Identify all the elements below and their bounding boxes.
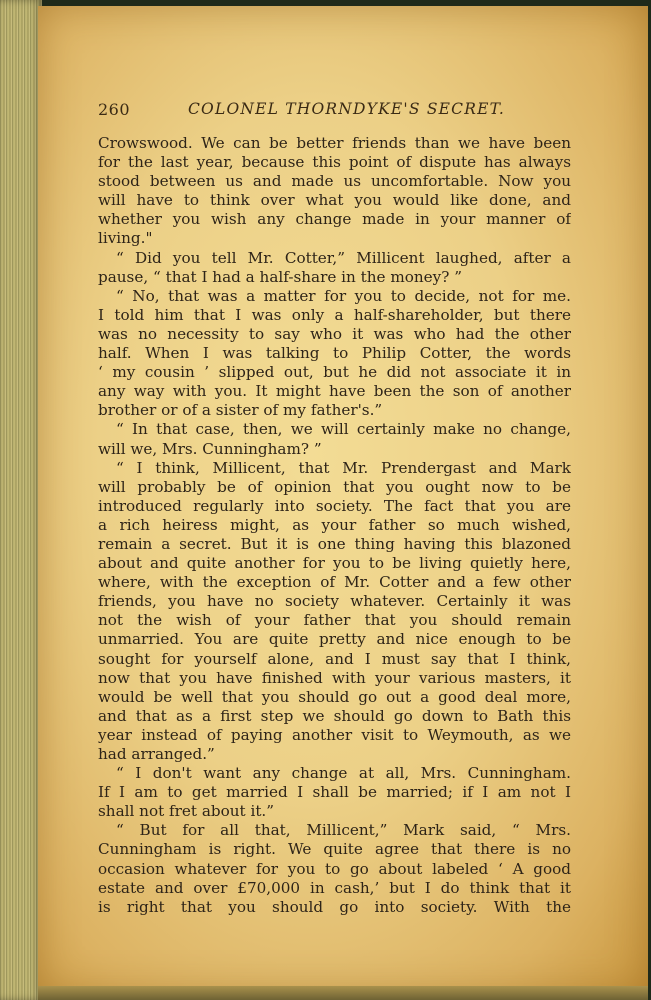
- text-line: and that as a first step we should go down to Bath this: [98, 706, 571, 725]
- text-line: “ I think, Millicent, that Mr. Prendergast and Mark: [116, 458, 571, 477]
- text-line: for the last year, because this point of dispute has always: [98, 153, 571, 172]
- text-line: now that you have finished with your various masters, it: [98, 668, 571, 687]
- text-line: stood between us and made us uncomfortable. Now you: [98, 172, 571, 191]
- text-line: “ In that case, then, we will certainly make no change,: [116, 420, 571, 439]
- text-line: Cunningham is right. We quite agree that there is no: [98, 840, 571, 859]
- text-line: living.": [98, 229, 153, 248]
- text-line: “ Did you tell Mr. Cotter,” Millicent laughed, after a: [116, 248, 571, 267]
- text-line: shall not fret about it.”: [98, 802, 275, 821]
- running-head: COLONEL THORNDYKE'S SECRET.: [188, 100, 505, 118]
- text-line: had arranged.”: [98, 745, 215, 763]
- text-line: remain a secret. But it is one thing having this blazoned: [98, 534, 571, 553]
- text-line: “ No, that was a matter for you to decide, not for me.: [116, 286, 571, 305]
- text-line: occasion whatever for you to go about labeled ‘ A good: [98, 859, 571, 878]
- text-line: Crowswood. We can be better friends than we have been: [98, 134, 571, 152]
- text-line: brother or of a sister of my father's.”: [98, 401, 383, 420]
- page-number: 260: [98, 100, 131, 119]
- text-line: I told him that I was only a half-shareholder, but there: [98, 305, 571, 324]
- text-line: would be well that you should go out a good deal more,: [98, 687, 571, 706]
- text-line: ‘ my cousin ’ slipped out, but he did not associate it in: [98, 363, 571, 382]
- text-line: half. When I was talking to Philip Cotter, the words: [98, 344, 571, 363]
- text-line: any way with you. It might have been the son of another: [98, 382, 571, 401]
- text-line: introduced regularly into society. The fact that you are: [98, 496, 571, 515]
- text-line: a rich heiress might, as your father so much wished,: [98, 515, 571, 534]
- text-line: is right that you should go into society. With the: [98, 897, 571, 916]
- book-page-bottom-edge: [38, 986, 648, 1000]
- text-line: will probably be of opinion that you ought now to be: [98, 477, 571, 496]
- text-line: pause, “ that I had a half-share in the money? ”: [98, 267, 462, 286]
- text-line: “ But for all that, Millicent,” Mark said, “ Mrs.: [116, 821, 571, 840]
- text-line: will have to think over what you would like done, and: [98, 191, 571, 210]
- text-line: whether you wish any change made in your manner of: [98, 210, 571, 229]
- text-line: was no necessity to say who it was who had the other: [98, 324, 571, 343]
- text-line: estate and over £70,000 in cash,’ but I do think that it: [98, 878, 571, 897]
- text-line: year instead of paying another visit to Weymouth, as we: [98, 725, 571, 744]
- text-line: about and quite another for you to be living quietly here,: [98, 554, 571, 573]
- page-header: [98, 100, 526, 124]
- text-line: unmarried. You are quite pretty and nice enough to be: [98, 630, 571, 649]
- text-line: not the wish of your father that you should remain: [98, 611, 571, 630]
- text-line: “ I don't want any change at all, Mrs. Cunningham.: [116, 764, 571, 783]
- book-page-edges: [0, 0, 42, 1000]
- body-text: [98, 134, 571, 917]
- text-line: sought for yourself alone, and I must say that I think,: [98, 649, 571, 668]
- text-line: If I am to get married I shall be married; if I am not I: [98, 783, 571, 802]
- text-line: friends, you have no society whatever. Certainly it was: [98, 592, 571, 611]
- text-line: where, with the exception of Mr. Cotter and a few other: [98, 573, 571, 592]
- text-line: will we, Mrs. Cunningham? ”: [98, 439, 322, 458]
